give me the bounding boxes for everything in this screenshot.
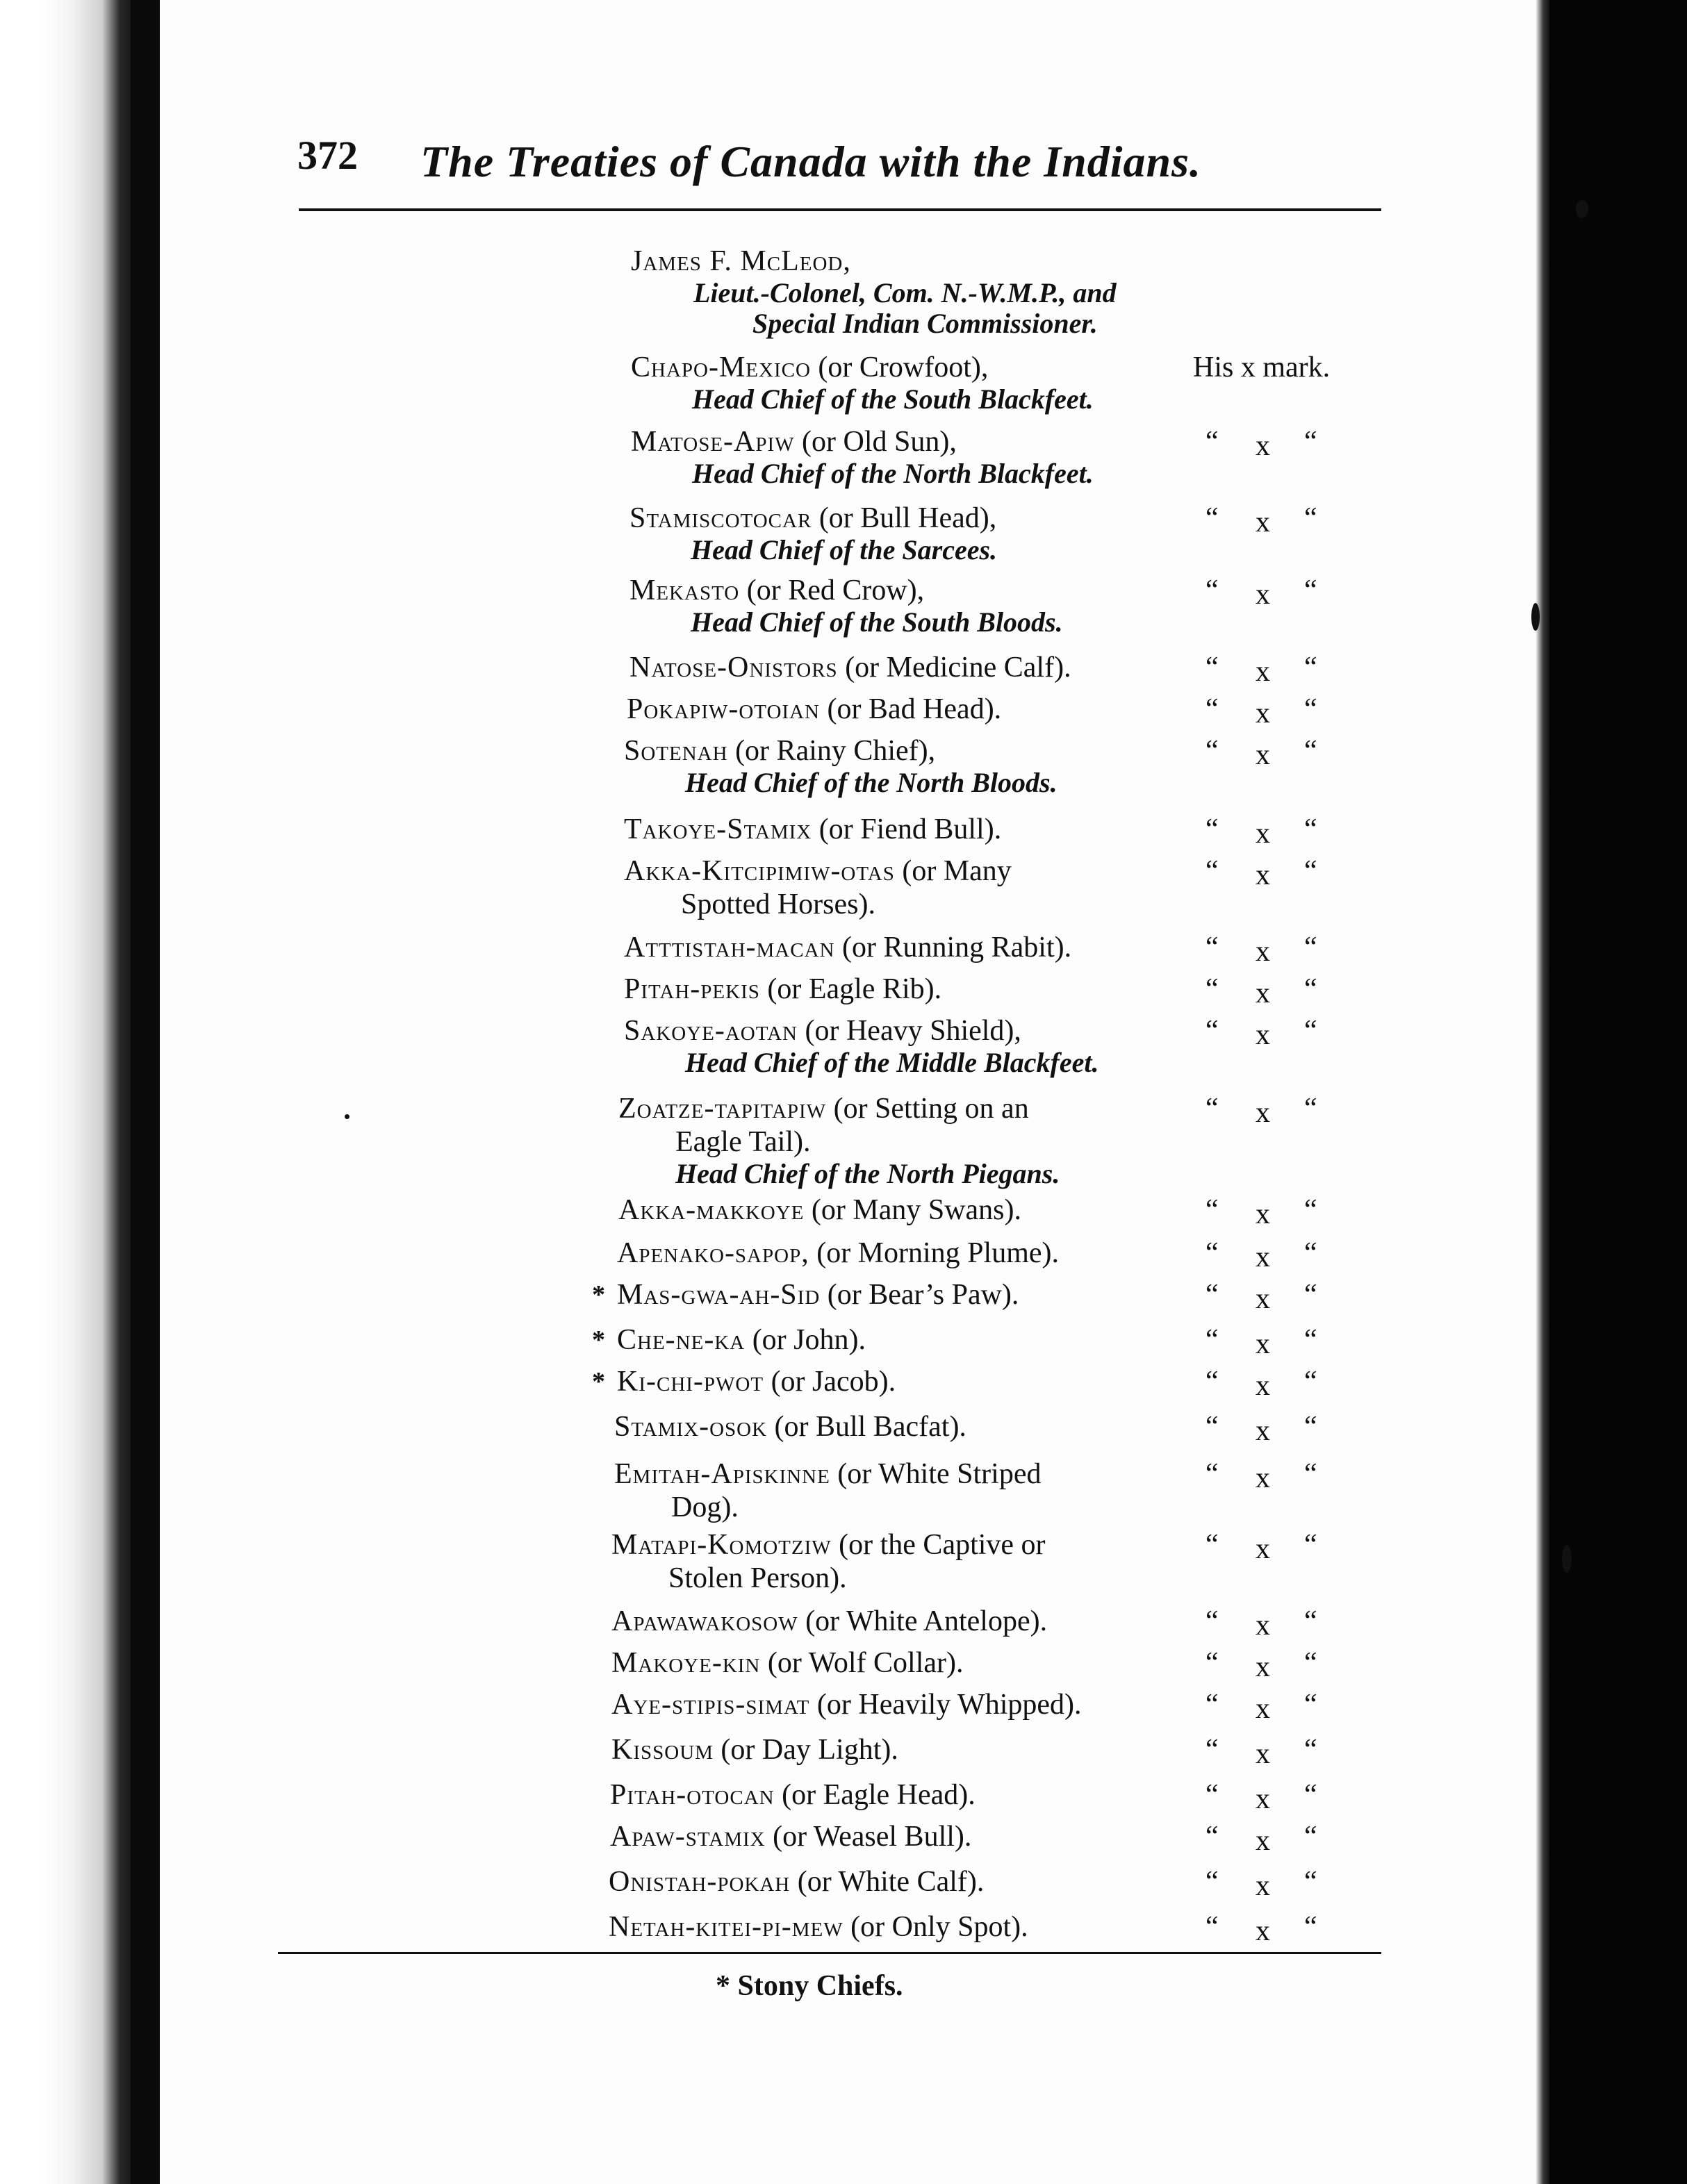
mark-x: x	[1256, 859, 1270, 891]
signatory-entry	[609, 1865, 1687, 1902]
ditto-quote: “	[1205, 813, 1219, 845]
english-name: (or Running Rabit).	[834, 932, 1072, 963]
ditto-quote: “	[1304, 1411, 1317, 1443]
mark-x: x	[1256, 1693, 1270, 1725]
chief-name: Pokapiw-otoian	[627, 693, 820, 725]
english-name: (or Many	[894, 855, 1012, 887]
signatory-entry	[631, 425, 1687, 489]
commissioner-title: Lieut.-Colonel, Com. N.-W.M.P., and	[693, 277, 1117, 308]
chief-name: Aye-stipis-simat	[611, 1689, 810, 1721]
english-name: (or Wolf Collar).	[760, 1647, 964, 1679]
english-name: (or Eagle Rib).	[759, 973, 942, 1005]
chief-name: Stamiscotocar	[629, 502, 812, 534]
english-name: (or Eagle Head).	[774, 1779, 976, 1811]
mark-x: x	[1256, 656, 1270, 688]
footnote-asterisk: *	[592, 1280, 605, 1309]
signatory-entry	[627, 693, 1687, 729]
footnote: * Stony Chiefs.	[716, 1970, 903, 2002]
footer-rule	[278, 1952, 1381, 1954]
ditto-quote: “	[1304, 1237, 1317, 1269]
ditto-quote: “	[1205, 1237, 1219, 1269]
ditto-quote: “	[1205, 502, 1219, 534]
ditto-quote: “	[1304, 502, 1317, 534]
chief-name: Natose-Onistors	[629, 652, 838, 684]
ditto-quote: “	[1304, 1458, 1317, 1490]
chief-name: Sakoye-aotan	[624, 1015, 798, 1047]
chief-title: Head Chief of the North Piegans.	[675, 1158, 1060, 1189]
mark-x: x	[1256, 430, 1270, 462]
running-title: The Treaties of Canada with the Indians.	[420, 137, 1201, 186]
signatory-entry	[631, 351, 1687, 415]
chief-name: Pitah-otocan	[610, 1779, 775, 1811]
ditto-quote: “	[1205, 932, 1219, 963]
english-name: (or Heavily Whipped).	[809, 1689, 1082, 1721]
ditto-quote: “	[1205, 1093, 1219, 1125]
mark-x: x	[1256, 697, 1270, 729]
english-name: (or Medicine Calf).	[837, 652, 1071, 684]
chief-name: Ki-chi-pwot	[617, 1366, 764, 1398]
chief-name: Atttistah-macan	[624, 932, 835, 963]
chief-name: Mas-gwa-ah-Sid	[617, 1279, 821, 1311]
mark-x: x	[1256, 1738, 1270, 1770]
signatory-entry	[611, 1733, 1687, 1770]
mark-x: x	[1256, 1283, 1270, 1315]
ditto-quote: “	[1205, 1279, 1219, 1311]
english-name: (or John).	[745, 1324, 866, 1356]
ditto-quote: “	[1304, 574, 1317, 606]
chief-name: Apenako-sapop,	[617, 1237, 809, 1269]
signatory-entry	[592, 1365, 1687, 1402]
ditto-quote: “	[1205, 1194, 1219, 1226]
english-name: (or Many Swans).	[804, 1194, 1021, 1226]
english-name: (or Only Spot).	[843, 1911, 1028, 1943]
print-speck	[1576, 200, 1588, 218]
chief-name: Mekasto	[629, 574, 740, 606]
ditto-quote: “	[1304, 1366, 1317, 1398]
mark-x: x	[1256, 1825, 1270, 1857]
ditto-quote: “	[1304, 813, 1317, 845]
ditto-quote: “	[1304, 426, 1317, 458]
ditto-quote: “	[1205, 735, 1219, 767]
english-name-continued: Spotted Horses).	[681, 888, 875, 920]
mark-x: x	[1256, 936, 1270, 968]
chief-name: Onistah-pokah	[609, 1866, 791, 1898]
chief-name: Akka-Kitcipimiw-otas	[624, 855, 895, 887]
chief-name: Matose-Apiw	[631, 426, 795, 458]
ditto-quote: “	[1304, 1279, 1317, 1311]
mark-x: x	[1256, 1462, 1270, 1494]
signatory-entry	[610, 1820, 1687, 1857]
english-name-continued: Stolen Person).	[668, 1562, 847, 1594]
english-name: (or White Striped	[830, 1458, 1042, 1490]
english-name: (or Morning Plume).	[809, 1237, 1059, 1269]
english-name: (or Old Sun),	[794, 426, 957, 458]
mark-x: x	[1256, 1328, 1270, 1360]
chief-name: Takoye-Stamix	[624, 813, 812, 845]
ditto-quote: “	[1304, 1194, 1317, 1226]
ditto-quote: “	[1205, 1458, 1219, 1490]
ditto-quote: “	[1205, 1324, 1219, 1356]
ditto-quote: “	[1304, 1529, 1317, 1561]
ditto-quote: “	[1205, 1605, 1219, 1637]
chief-name: Zoatze-tapitapiw	[618, 1093, 827, 1125]
ditto-quote: “	[1304, 1911, 1317, 1943]
chief-name: Kissoum	[611, 1734, 714, 1766]
ditto-quote: “	[1304, 855, 1317, 887]
english-name: (or Setting on an	[826, 1093, 1029, 1125]
mark-x: x	[1256, 1415, 1270, 1447]
chief-title: Head Chief of the North Blackfeet.	[692, 458, 1094, 489]
ditto-quote: “	[1304, 1734, 1317, 1766]
english-name: (or Crowfoot),	[810, 351, 989, 383]
mark-x: x	[1256, 977, 1270, 1009]
mark-x: x	[1256, 1651, 1270, 1683]
mark-x: x	[1256, 506, 1270, 538]
chief-name: Stamix-osok	[614, 1411, 768, 1443]
his-mark: His x mark.	[1193, 351, 1331, 383]
ditto-quote: “	[1205, 1734, 1219, 1766]
commissioner-signature	[631, 245, 1687, 339]
english-name: (or the Captive or	[831, 1529, 1046, 1561]
signatory-entry	[611, 1646, 1687, 1683]
mark-x: x	[1256, 1019, 1270, 1051]
ditto-quote: “	[1205, 1411, 1219, 1443]
header-rule	[299, 208, 1381, 211]
footnote-asterisk: *	[592, 1325, 605, 1355]
chief-name: Akka-makkoye	[618, 1194, 805, 1226]
english-name: (or Weasel Bull).	[765, 1821, 972, 1853]
ditto-quote: “	[1205, 1821, 1219, 1853]
ditto-quote: “	[1304, 1647, 1317, 1679]
signatory-entry	[624, 931, 1687, 968]
english-name: (or Red Crow),	[739, 574, 925, 606]
chief-title: Head Chief of the South Bloods.	[691, 606, 1063, 638]
ditto-quote: “	[1205, 426, 1219, 458]
mark-x: x	[1256, 1870, 1270, 1902]
ditto-quote: “	[1304, 735, 1317, 767]
english-name: (or Fiend Bull).	[812, 813, 1002, 845]
signatory-entry	[618, 1193, 1687, 1230]
ditto-quote: “	[1205, 973, 1219, 1005]
chief-title: Head Chief of the North Bloods.	[685, 767, 1058, 798]
mark-x: x	[1256, 1610, 1270, 1641]
signatory-entry	[611, 1528, 1687, 1595]
signatory-entry	[618, 1092, 1687, 1189]
signatory-entry	[614, 1457, 1687, 1524]
ditto-quote: “	[1304, 652, 1317, 684]
ditto-quote: “	[1205, 693, 1219, 725]
mark-x: x	[1256, 1783, 1270, 1815]
mark-x: x	[1256, 739, 1270, 771]
english-name: (or Jacob).	[764, 1366, 896, 1398]
chief-name: Emitah-Apiskinne	[614, 1458, 830, 1490]
ditto-quote: “	[1304, 932, 1317, 963]
english-name: (or Bad Head).	[819, 693, 1002, 725]
english-name: (or Rainy Chief),	[727, 735, 936, 767]
signatory-entry	[624, 854, 1687, 921]
signatory-entry	[624, 1014, 1687, 1078]
signatory-entry	[592, 1323, 1687, 1360]
chief-name: Matapi-Komotziw	[611, 1529, 832, 1561]
signatory-entry	[624, 973, 1687, 1009]
signatory-entry	[609, 1910, 1687, 1947]
binding-shadow	[42, 0, 139, 2184]
signatory-entry	[629, 574, 1687, 638]
ditto-quote: “	[1304, 1324, 1317, 1356]
english-name: (or Day Light).	[713, 1734, 898, 1766]
signatory-entry	[592, 1278, 1687, 1315]
english-name: (or Bull Head),	[812, 502, 997, 534]
ditto-quote: “	[1304, 693, 1317, 725]
english-name-continued: Dog).	[671, 1491, 739, 1523]
footnote-asterisk: *	[592, 1367, 605, 1396]
ditto-quote: “	[1304, 1779, 1317, 1811]
ditto-quote: “	[1304, 1821, 1317, 1853]
chief-name: Pitah-pekis	[624, 973, 760, 1005]
ditto-quote: “	[1205, 652, 1219, 684]
signatory-entry	[610, 1778, 1687, 1815]
english-name: (or Bull Bacfat).	[767, 1411, 966, 1443]
signatory-entry	[611, 1688, 1687, 1725]
chief-name: Makoye-kin	[611, 1647, 761, 1679]
english-name: (or White Antelope).	[798, 1605, 1048, 1637]
english-name-continued: Eagle Tail).	[675, 1126, 811, 1158]
ditto-quote: “	[1205, 1866, 1219, 1898]
chief-title: Head Chief of the Sarcees.	[691, 534, 998, 565]
signatory-entry	[629, 502, 1687, 565]
ditto-quote: “	[1205, 1647, 1219, 1679]
english-name: (or Heavy Shield),	[798, 1015, 1021, 1047]
signatory-entry	[624, 813, 1687, 850]
mark-x: x	[1256, 1915, 1270, 1947]
mark-x: x	[1256, 579, 1270, 611]
ditto-quote: “	[1304, 1689, 1317, 1721]
chief-name: Apawawakosow	[611, 1605, 798, 1637]
ditto-quote: “	[1304, 1093, 1317, 1125]
commissioner-title-2: Special Indian Commissioner.	[752, 308, 1098, 339]
chief-name: Apaw-stamix	[610, 1821, 766, 1853]
ditto-quote: “	[1304, 1015, 1317, 1047]
page-number: 372	[297, 133, 358, 178]
english-name: (or Bear’s Paw).	[820, 1279, 1019, 1311]
signatory-entry	[629, 651, 1687, 688]
mark-x: x	[1256, 1198, 1270, 1230]
chief-name: Sotenah	[624, 735, 728, 767]
mark-x: x	[1256, 1241, 1270, 1273]
signatory-entry	[624, 734, 1687, 798]
ditto-quote: “	[1205, 1015, 1219, 1047]
ditto-quote: “	[1205, 1779, 1219, 1811]
binding-edge	[131, 0, 160, 2184]
english-name: (or White Calf).	[790, 1866, 985, 1898]
ditto-quote: “	[1205, 1529, 1219, 1561]
mark-x: x	[1256, 1097, 1270, 1129]
chief-name: Netah-kitei-pi-mew	[609, 1911, 844, 1943]
mark-x: x	[1256, 1533, 1270, 1565]
signatory-entry	[614, 1410, 1687, 1447]
ditto-quote: “	[1304, 1605, 1317, 1637]
signatory-entry	[611, 1605, 1687, 1641]
commissioner-name: James F. McLeod,	[631, 245, 851, 277]
ditto-quote: “	[1205, 1689, 1219, 1721]
chief-name: Che-ne-ka	[617, 1324, 746, 1356]
chief-title: Head Chief of the South Blackfeet.	[692, 383, 1094, 415]
mark-x: x	[1256, 1370, 1270, 1402]
signatory-entry	[617, 1236, 1687, 1273]
mark-x: x	[1256, 818, 1270, 850]
ditto-quote: “	[1304, 973, 1317, 1005]
ditto-quote: “	[1205, 1911, 1219, 1943]
ditto-quote: “	[1304, 1866, 1317, 1898]
chief-title: Head Chief of the Middle Blackfeet.	[685, 1047, 1099, 1078]
ditto-quote: “	[1205, 855, 1219, 887]
ditto-quote: “	[1205, 574, 1219, 606]
print-speck	[345, 1114, 349, 1119]
chief-name: Chapo-Mexico	[631, 351, 811, 383]
ditto-quote: “	[1205, 1366, 1219, 1398]
